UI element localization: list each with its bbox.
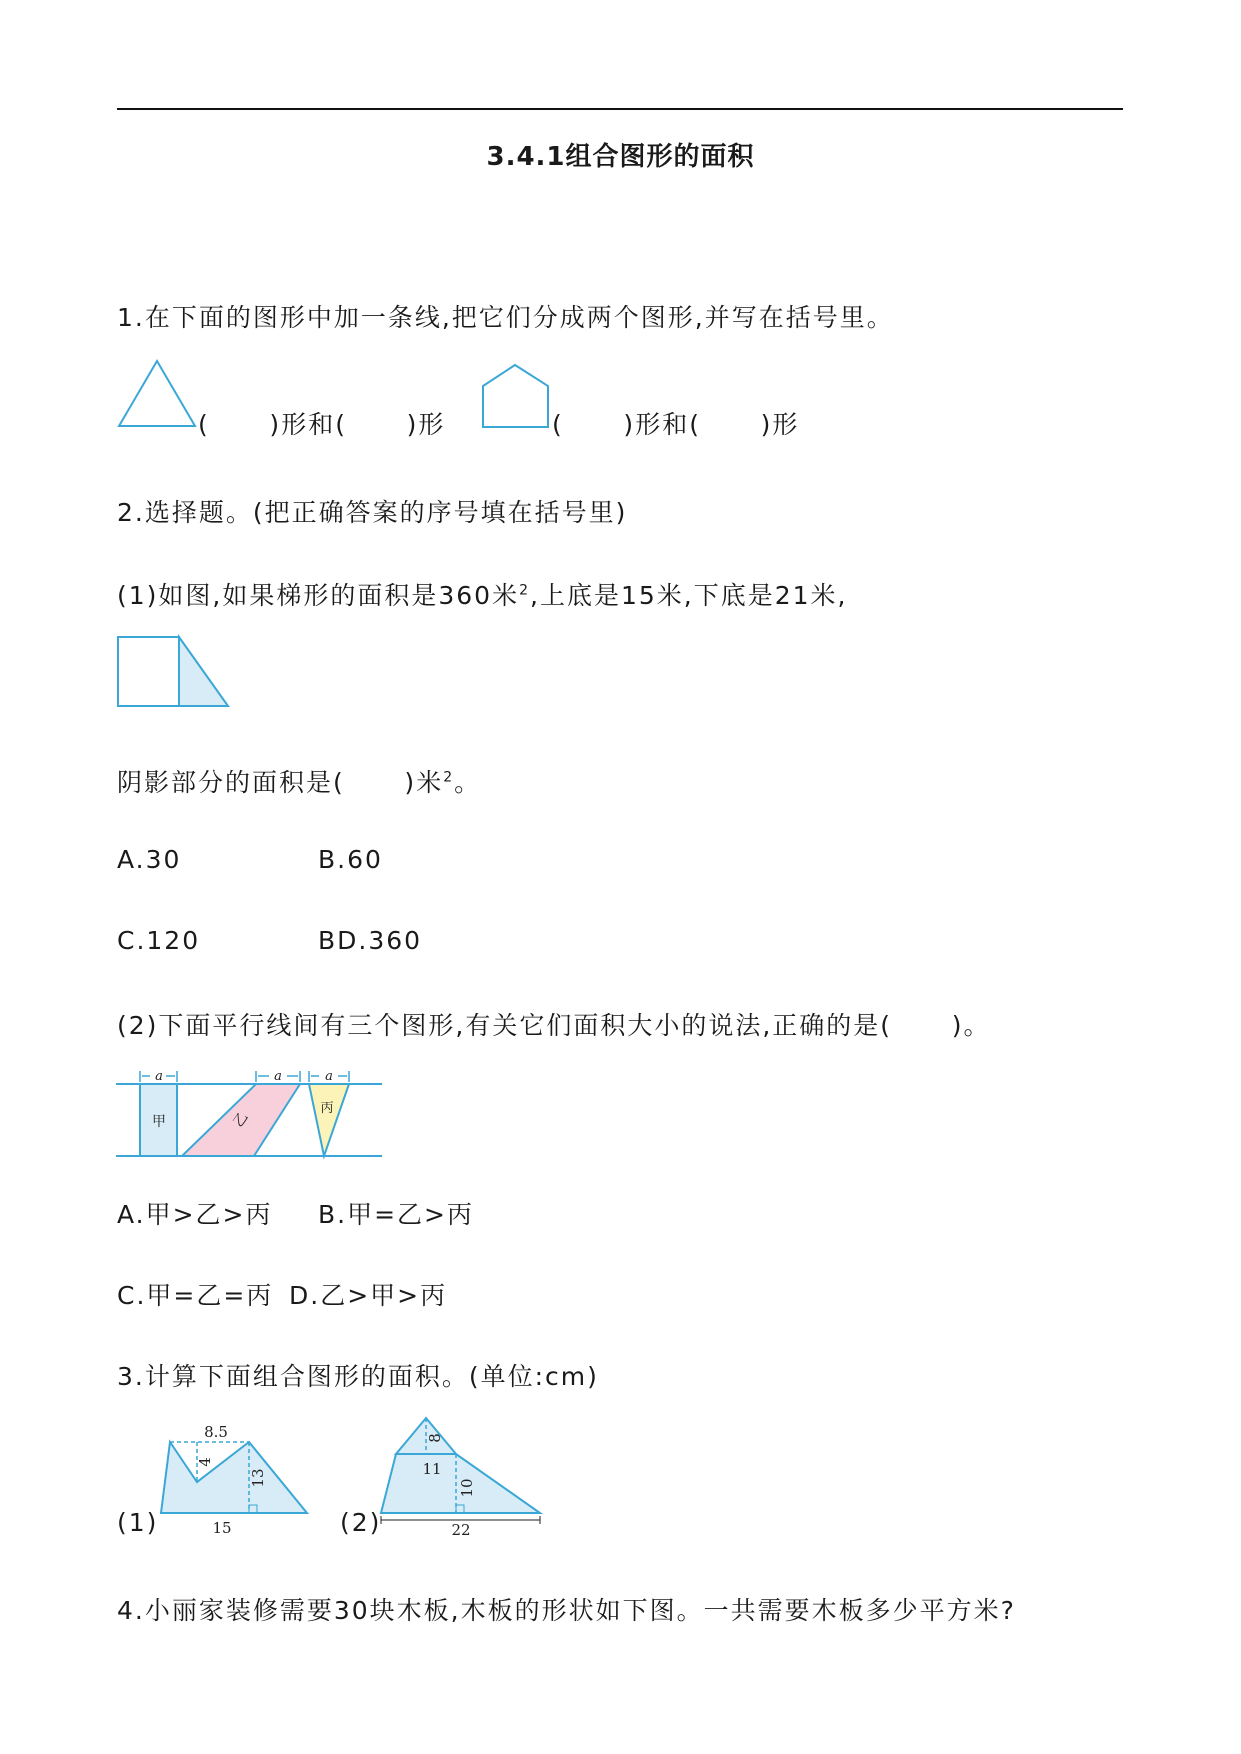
q2-p1-text: (1)如图,如果梯形的面积是360米$^2$,上底是15米,下底是21米, [117, 581, 848, 610]
q1-blank-a: ( )形和( )形 [198, 410, 446, 439]
fig2-tri-h-label: 8 [426, 1433, 444, 1443]
q3-text: 3.计算下面组合图形的面积。(单位:cm) [117, 1362, 599, 1391]
q2-p2-option-a: A.甲>乙>丙 [117, 1200, 273, 1229]
dim-a-1: a [155, 1069, 163, 1084]
q1-blank-b: ( )形和( )形 [552, 410, 800, 439]
dim-a-3: a [325, 1069, 333, 1084]
q2-p1-option-b: B.60 [318, 845, 383, 874]
dim-a-2: a [274, 1069, 282, 1084]
fig1-height-label: 13 [249, 1468, 267, 1488]
fig1-top-label: 8.5 [204, 1423, 228, 1441]
q3-fig2-figure [377, 1412, 552, 1540]
q2-p2-option-d: D.乙>甲>丙 [289, 1281, 448, 1310]
fig1-base-label: 15 [212, 1519, 232, 1537]
fig2-trap-h-label: 10 [458, 1478, 476, 1498]
label-jia: 甲 [152, 1114, 166, 1130]
q3-fig1-figure [150, 1420, 310, 1540]
fig1-inner-label: 4 [196, 1457, 214, 1467]
q2-p2-text: (2)下面平行线间有三个图形,有关它们面积大小的说法,正确的是( )。 [117, 1011, 991, 1040]
q3-fig1-label: (1) [117, 1508, 159, 1537]
label-bing: 丙 [320, 1101, 334, 1116]
q3-fig2-label: (2) [340, 1508, 382, 1537]
q2-p1-trapezoid-figure [116, 634, 234, 710]
fig2-mid-label: 11 [422, 1460, 442, 1478]
fig2-base-label: 22 [451, 1521, 471, 1539]
q2-p1-shadow-text: 阴影部分的面积是( )米$^2$。 [117, 768, 482, 797]
header-rule [117, 108, 1123, 110]
q2-p1-option-c: C.120 [117, 926, 201, 955]
q2-p1-option-a: A.30 [117, 845, 182, 874]
q2-p2-option-c: C.甲=乙=丙 [117, 1281, 274, 1310]
q2-p2-parallel-figure [114, 1066, 384, 1166]
q2-p2-option-b: B.甲=乙>丙 [318, 1200, 474, 1229]
q2-p1-option-d: BD.360 [318, 926, 423, 955]
q4-text: 4.小丽家装修需要30块木板,木板的形状如下图。一共需要木板多少平方米? [117, 1596, 1016, 1625]
label-yi: 乙 [230, 1109, 252, 1131]
page-title: 3.4.1组合图形的面积 [486, 142, 755, 172]
q1-text: 1.在下面的图形中加一条线,把它们分成两个图形,并写在括号里。 [117, 303, 894, 332]
q1-triangle-figure [116, 358, 198, 430]
q1-pentagon-figure [480, 362, 552, 430]
q2-heading: 2.选择题。(把正确答案的序号填在括号里) [117, 498, 628, 527]
